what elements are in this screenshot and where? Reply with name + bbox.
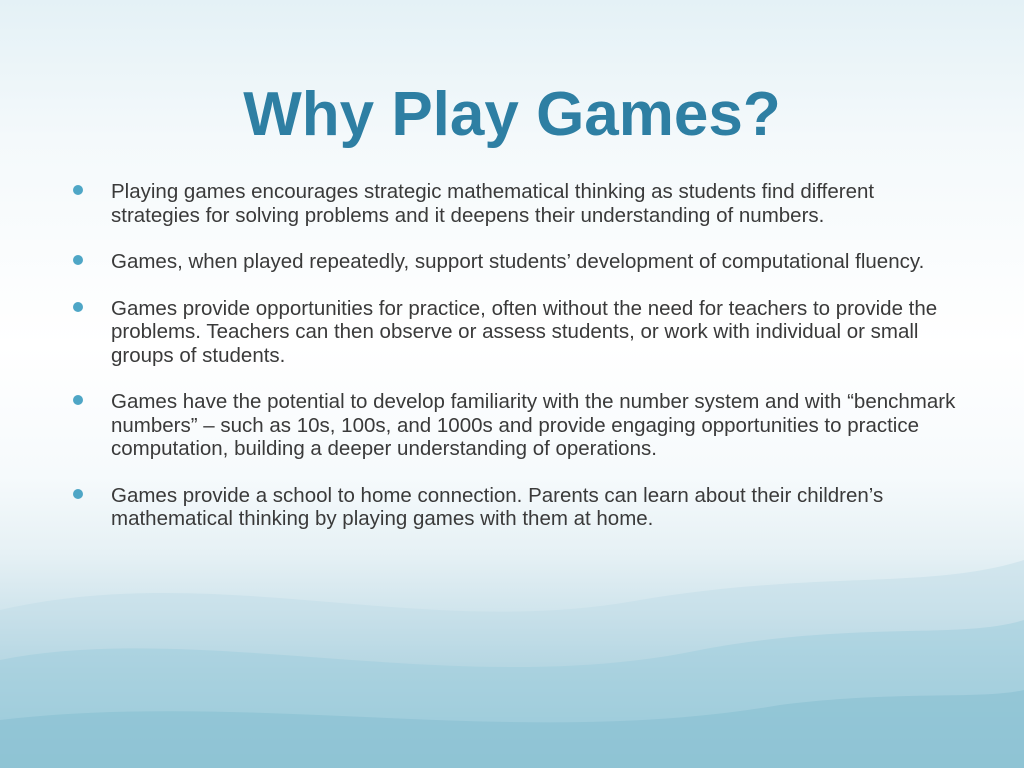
bullet-dot-icon — [73, 185, 83, 195]
bullet-dot-icon — [73, 489, 83, 499]
bullet-text: Games, when played repeatedly, support students’ development of computational fluency. — [111, 250, 925, 273]
bullet-item — [68, 180, 958, 227]
bullet-dot-icon — [73, 395, 83, 405]
bullet-dot-icon — [73, 302, 83, 312]
bullet-list — [68, 180, 958, 554]
bullet-text: Playing games encourages strategic mathematical thinking as students find different strategies for solving problems and it deepens their understanding of numbers. — [111, 180, 875, 227]
bullet-item — [68, 484, 958, 531]
bullet-text: Games have the potential to develop familiarity with the number system and with “benchmark numbers” – such as 10s, 100s, and 1000s and provide engaging opportunities to practice computation, building a deeper understanding of operations. — [111, 390, 956, 460]
bullet-dot-icon — [73, 255, 83, 265]
bullet-item — [68, 297, 958, 368]
bullet-text: Games provide a school to home connection. Parents can learn about their children’s mathematical thinking by playing games with them at home. — [111, 483, 884, 530]
bullet-text: Games provide opportunities for practice, often without the need for teachers to provide the problems. Teachers can then observe or assess students, or work with individual or small groups of students. — [111, 296, 938, 367]
bullet-item — [68, 250, 958, 274]
bullet-item — [68, 390, 958, 461]
slide-title: Why Play Games? — [243, 80, 781, 149]
